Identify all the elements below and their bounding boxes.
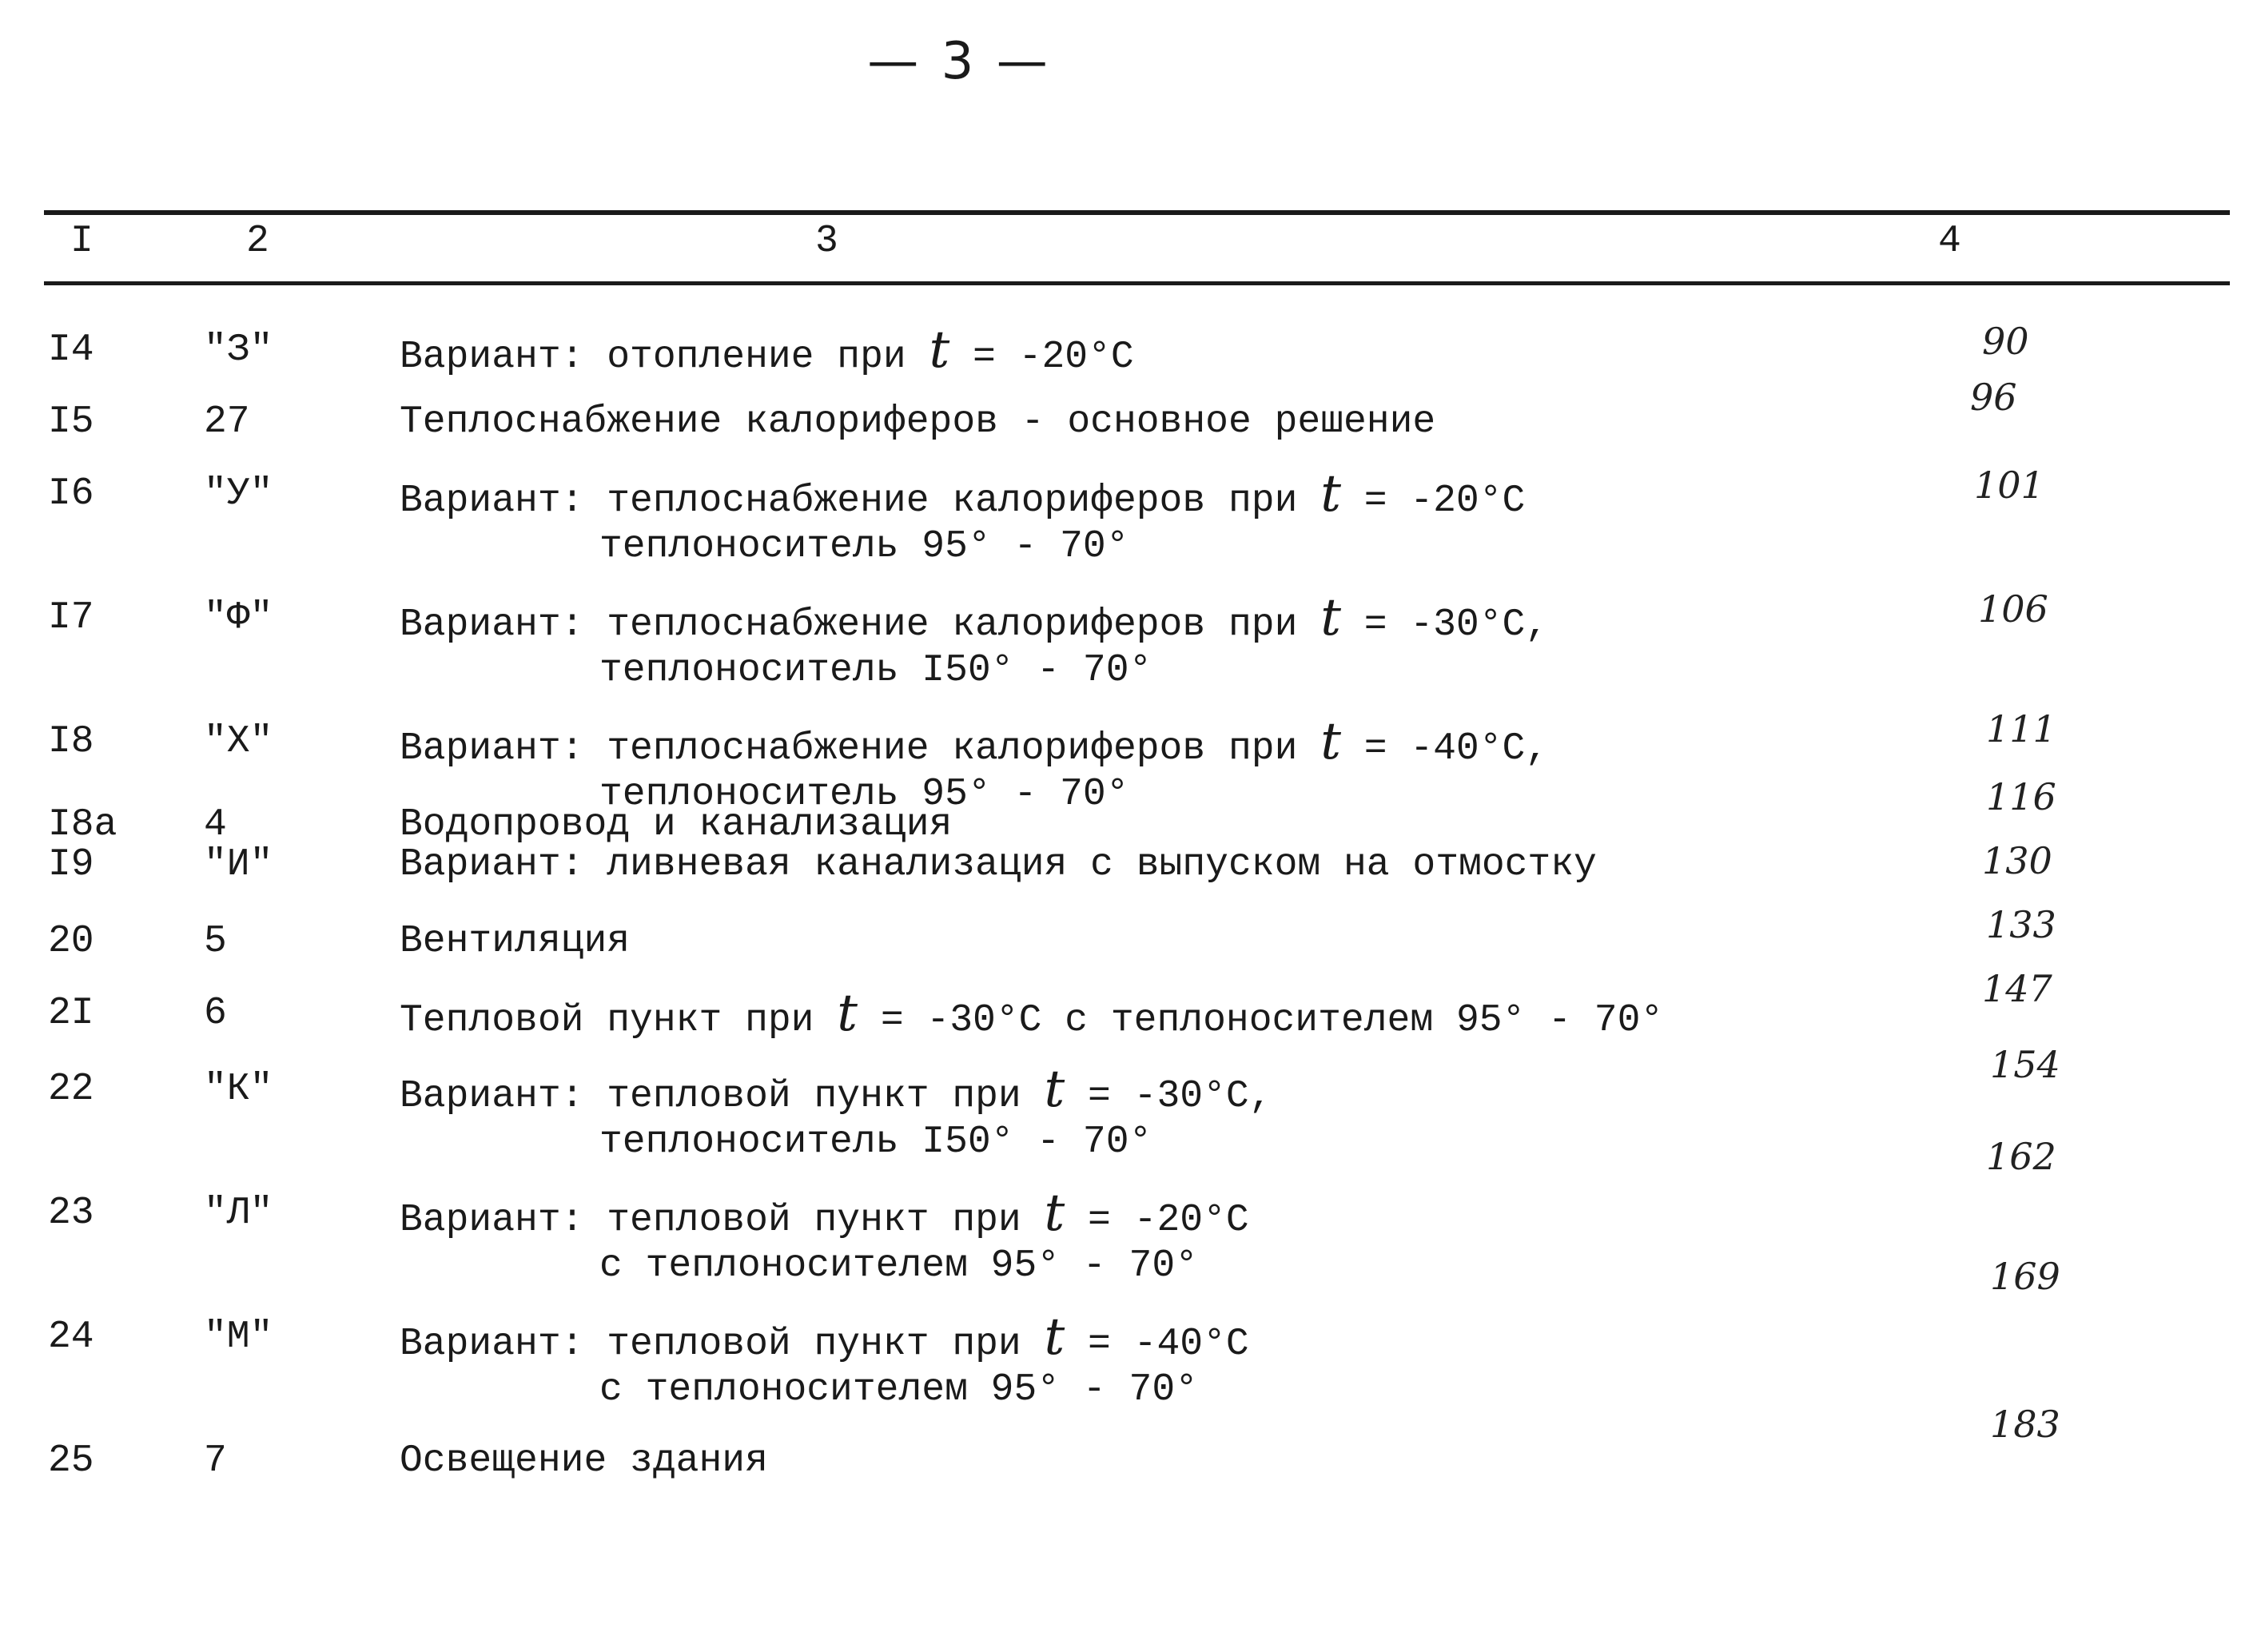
row-description	[400, 1060, 1272, 1123]
page-reference: 162	[1986, 1135, 2056, 1178]
page-reference: 183	[1990, 1403, 2060, 1446]
row-code: "К"	[204, 1068, 273, 1111]
row-number: I8	[48, 720, 94, 763]
row-number: 25	[48, 1439, 94, 1483]
page-reference: 133	[1986, 903, 2056, 946]
row-code: 6	[204, 992, 227, 1035]
page-reference: 90	[1982, 320, 2029, 363]
row-description	[400, 843, 1597, 886]
temperature-symbol: t	[1044, 1308, 1065, 1367]
page-reference: 130	[1982, 839, 2052, 882]
description-value: = -30°C,	[1340, 603, 1549, 647]
description-continuation: теплоноситель I50° - 70°	[599, 649, 1152, 692]
row-number: I5	[48, 400, 94, 444]
description-text: Освещение здания	[400, 1439, 768, 1483]
description-value: = -20°C	[949, 336, 1134, 379]
description-text: Вариант: теплоснабжение калориферов при	[400, 603, 1321, 647]
header-bottom-rule	[44, 281, 2230, 285]
row-description	[400, 1184, 1249, 1247]
description-text: Вариант: отопление при	[400, 336, 929, 379]
row-code: "М"	[204, 1316, 273, 1359]
description-continuation: с теплоносителем 95° - 70°	[599, 1244, 1198, 1288]
row-description	[400, 1308, 1249, 1371]
row-description	[400, 984, 1664, 1047]
row-code: "У"	[204, 472, 273, 516]
description-continuation: теплоноситель 95° - 70°	[599, 525, 1129, 568]
row-description	[400, 396, 1435, 448]
header-col-1: I	[70, 220, 94, 263]
row-number: I6	[48, 472, 94, 516]
row-description	[400, 320, 1134, 384]
row-number: I8a	[48, 803, 117, 846]
page-reference: 106	[1978, 587, 2048, 631]
page-reference: 111	[1986, 707, 2056, 750]
description-value: = -20°C	[1065, 1199, 1249, 1242]
row-code: "Х"	[204, 720, 273, 763]
page-number: — 3 —	[867, 32, 1051, 91]
description-text: Вариант: тепловой пункт при	[400, 1075, 1045, 1118]
row-description	[400, 712, 1549, 775]
row-code: 27	[204, 400, 250, 444]
description-value: = -30°C с теплоносителем 95° - 70°	[858, 999, 1664, 1042]
page-reference: 116	[1986, 775, 2056, 818]
temperature-symbol: t	[1044, 1184, 1065, 1243]
temperature-symbol: t	[1044, 1060, 1065, 1119]
row-description	[400, 1435, 768, 1487]
description-text: Теплоснабжение калориферов - основное решение	[400, 400, 1436, 444]
row-number: 20	[48, 920, 94, 963]
row-code: "З"	[204, 328, 273, 372]
description-text: Вариант: тепловой пункт при	[400, 1323, 1045, 1366]
page-reference: 101	[1974, 464, 2044, 507]
description-continuation: теплоноситель 95° - 70°	[599, 773, 1129, 816]
temperature-symbol: t	[1320, 712, 1341, 771]
description-value: = -30°C,	[1065, 1075, 1272, 1118]
row-description	[400, 464, 1526, 527]
header-col-2: 2	[246, 220, 269, 263]
row-number: I4	[48, 328, 94, 372]
description-continuation: теплоноситель I50° - 70°	[599, 1121, 1152, 1164]
row-description	[400, 588, 1549, 651]
description-text: Вариант: теплоснабжение калориферов при	[400, 480, 1321, 523]
page-reference: 169	[1990, 1255, 2060, 1298]
row-number: 2I	[48, 992, 94, 1035]
row-code: "Ф"	[204, 596, 273, 639]
page-reference: 154	[1990, 1043, 2060, 1086]
row-code: "И"	[204, 843, 273, 886]
page-reference: 96	[1970, 376, 2017, 419]
description-text: Вариант: теплоснабжение калориферов при	[400, 727, 1321, 770]
row-code: 5	[204, 920, 227, 963]
row-number: 24	[48, 1316, 94, 1359]
row-description	[400, 915, 630, 968]
description-text: Вариант: тепловой пункт при	[400, 1199, 1045, 1242]
description-text: Вентиляция	[400, 920, 631, 963]
description-text: Водопровод и канализация	[400, 803, 953, 846]
description-text: Вариант: ливневая канализация с выпуском на отмостку	[400, 843, 1597, 886]
temperature-symbol: t	[929, 320, 950, 380]
row-code: "Л"	[204, 1192, 273, 1235]
temperature-symbol: t	[837, 984, 858, 1043]
row-description	[400, 803, 953, 846]
page-reference: 147	[1982, 967, 2052, 1010]
header-col-3: 3	[815, 220, 838, 263]
temperature-symbol: t	[1320, 588, 1341, 647]
row-code: 7	[204, 1439, 227, 1483]
description-value: = -20°C	[1340, 480, 1526, 523]
table-top-rule	[44, 210, 2230, 215]
description-value: = -40°C,	[1340, 727, 1549, 770]
row-number: I7	[48, 596, 94, 639]
description-text: Тепловой пункт при	[400, 999, 838, 1042]
temperature-symbol: t	[1320, 464, 1341, 523]
header-col-4: 4	[1938, 220, 1961, 263]
row-number: 22	[48, 1068, 94, 1111]
row-number: I9	[48, 843, 94, 886]
description-continuation: с теплоносителем 95° - 70°	[599, 1368, 1198, 1411]
row-number: 23	[48, 1192, 94, 1235]
description-value: = -40°C	[1065, 1323, 1249, 1366]
row-code: 4	[204, 803, 227, 846]
